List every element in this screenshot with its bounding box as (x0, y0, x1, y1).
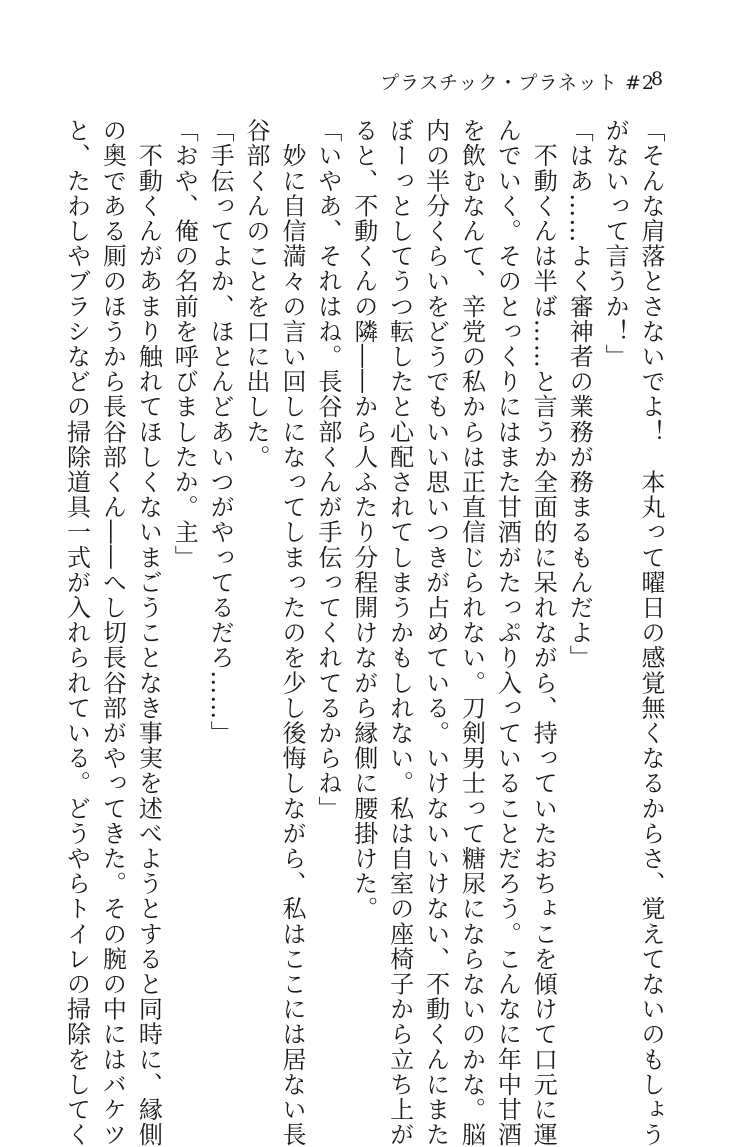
text-line: 「いやあ、それはね。長谷部くんが手伝ってくれてるからね」 (313, 118, 342, 821)
text-line: 谷部くんのことを口に出した。 (242, 118, 271, 470)
text-line: 妙に自信満々の言い回しになってしまったのを少し後悔しながら、私はここには居ない長 (277, 118, 306, 1147)
text-line: がないって言うか！」 (601, 118, 630, 369)
text-line: ぼーっとしてうつ転したと心配されてしまうかもしれない。私は自室の座椅子から立ち上が (385, 118, 414, 1147)
text-line: 「おや、俺の名前を呼びましたか。主」 (170, 118, 199, 570)
text-line: を飲むなんて、辛党の私からは正直信じられない。刀剣男士って糖尿にならないのかな。脳 (457, 118, 486, 1147)
text-line: 「手伝ってよか、ほとんどあいつがやってるだろ……」 (206, 118, 235, 746)
running-title: プラスチック・プラネット #2 (380, 72, 655, 94)
page-number: 8 (651, 68, 664, 90)
text-line: ると、不動くんの隣――から人ふたり分程開けながら縁側に腰掛けた。 (349, 118, 378, 922)
text-line: 内の半分くらいをどうでもいい思いつきが占めている。いけないいけない、不動くんにまた (421, 118, 450, 1147)
vertical-body-text (62, 118, 668, 1147)
text-line: 「そんな肩落とさないでよ！ 本丸って曜日の感覚無くなるからさ、覚えてないのもしょう (637, 118, 665, 1147)
text-line: んでいく。そのとっくりにはまた甘酒がたっぷり入っていることだろう。こんなに年中甘酒 (493, 118, 522, 1147)
text-line: の奥である厠のほうから長谷部くん――へし切長谷部がやってきた。その腕の中にはバケツ (98, 118, 127, 1147)
text-line: 「はあ……よく審神者の業務が務まるもんだよ」 (565, 118, 594, 671)
text-line: 不動くんは半ば……と言うか全面的に呆れながら、持っていたおちょこを傾けて口元に運 (529, 118, 558, 1147)
text-line: 不動くんがあまり触れてほしくないまごうことなき事実を述べようとすると同時に、縁側 (134, 118, 163, 1147)
text-line: と、たわしやブラシなどの掃除道具一式が入れられている。どうやらトイレの掃除をしてく (62, 118, 91, 1147)
